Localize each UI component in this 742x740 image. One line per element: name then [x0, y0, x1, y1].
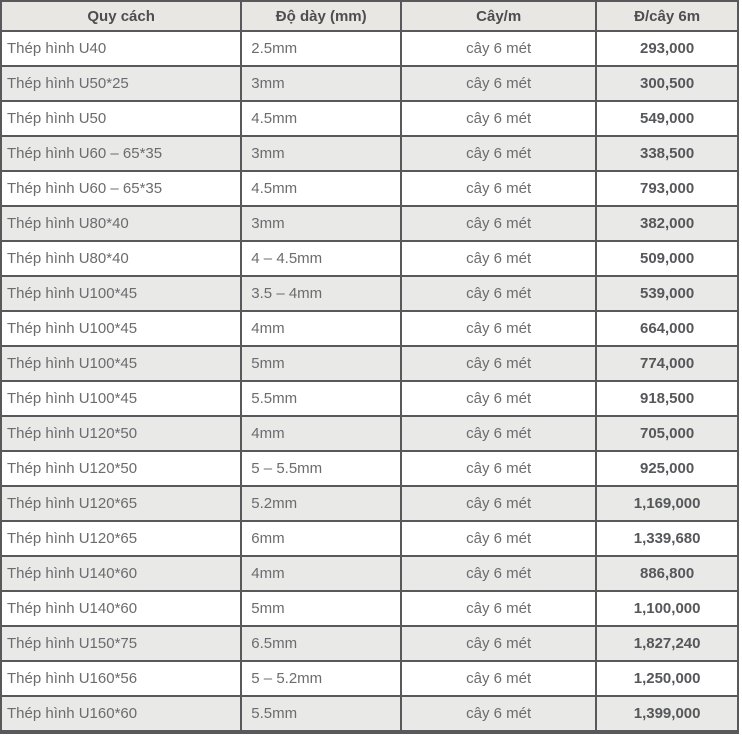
spec-cell: Thép hình U100*45	[1, 381, 241, 416]
length-cell: cây 6 mét	[401, 241, 596, 276]
spec-cell: Thép hình U120*65	[1, 521, 241, 556]
thickness-cell: 6.5mm	[241, 626, 401, 661]
thickness-cell: 3.5 – 4mm	[241, 276, 401, 311]
spec-cell: Thép hình U160*56	[1, 661, 241, 696]
length-cell: cây 6 mét	[401, 66, 596, 101]
length-cell: cây 6 mét	[401, 101, 596, 136]
thickness-cell: 2.5mm	[241, 31, 401, 66]
spec-cell: Thép hình U100*45	[1, 276, 241, 311]
thickness-cell: 3mm	[241, 206, 401, 241]
thickness-cell: 5mm	[241, 346, 401, 381]
thickness-cell: 4 – 4.5mm	[241, 241, 401, 276]
price-cell: 382,000	[596, 206, 738, 241]
price-cell: 886,800	[596, 556, 738, 591]
table-row	[1, 416, 738, 451]
price-cell: 774,000	[596, 346, 738, 381]
table-row	[1, 171, 738, 206]
table-row	[1, 381, 738, 416]
spec-cell: Thép hình U60 – 65*35	[1, 136, 241, 171]
table-row	[1, 31, 738, 66]
price-table-body	[1, 31, 738, 732]
spec-cell: Thép hình U160*60	[1, 696, 241, 732]
table-row	[1, 101, 738, 136]
length-cell: cây 6 mét	[401, 381, 596, 416]
table-header-row	[1, 1, 738, 31]
table-row	[1, 66, 738, 101]
spec-cell: Thép hình U80*40	[1, 241, 241, 276]
length-cell: cây 6 mét	[401, 661, 596, 696]
table-row	[1, 591, 738, 626]
spec-cell: Thép hình U120*50	[1, 416, 241, 451]
length-cell: cây 6 mét	[401, 556, 596, 591]
table-row	[1, 206, 738, 241]
length-cell: cây 6 mét	[401, 416, 596, 451]
table-row	[1, 486, 738, 521]
thickness-cell: 3mm	[241, 66, 401, 101]
price-cell: 1,827,240	[596, 626, 738, 661]
table-row	[1, 136, 738, 171]
price-cell: 1,250,000	[596, 661, 738, 696]
thickness-cell: 4mm	[241, 416, 401, 451]
spec-cell: Thép hình U120*50	[1, 451, 241, 486]
length-cell: cây 6 mét	[401, 171, 596, 206]
price-cell: 918,500	[596, 381, 738, 416]
spec-cell: Thép hình U100*45	[1, 346, 241, 381]
column-header-price: Đ/cây 6m	[596, 1, 738, 31]
length-cell: cây 6 mét	[401, 486, 596, 521]
spec-cell: Thép hình U120*65	[1, 486, 241, 521]
price-cell: 293,000	[596, 31, 738, 66]
thickness-cell: 5.2mm	[241, 486, 401, 521]
table-row	[1, 311, 738, 346]
length-cell: cây 6 mét	[401, 696, 596, 732]
length-cell: cây 6 mét	[401, 521, 596, 556]
length-cell: cây 6 mét	[401, 206, 596, 241]
length-cell: cây 6 mét	[401, 311, 596, 346]
price-cell: 793,000	[596, 171, 738, 206]
price-cell: 1,399,000	[596, 696, 738, 732]
price-cell: 664,000	[596, 311, 738, 346]
price-cell: 338,500	[596, 136, 738, 171]
thickness-cell: 4mm	[241, 311, 401, 346]
spec-cell: Thép hình U140*60	[1, 591, 241, 626]
price-cell: 300,500	[596, 66, 738, 101]
table-row	[1, 556, 738, 591]
price-cell: 1,100,000	[596, 591, 738, 626]
length-cell: cây 6 mét	[401, 451, 596, 486]
spec-cell: Thép hình U60 – 65*35	[1, 171, 241, 206]
thickness-cell: 6mm	[241, 521, 401, 556]
table-row	[1, 521, 738, 556]
table-row	[1, 276, 738, 311]
price-cell: 539,000	[596, 276, 738, 311]
length-cell: cây 6 mét	[401, 31, 596, 66]
table-row	[1, 346, 738, 381]
column-header-spec: Quy cách	[1, 1, 241, 31]
table-row	[1, 661, 738, 696]
thickness-cell: 5mm	[241, 591, 401, 626]
table-row	[1, 696, 738, 732]
length-cell: cây 6 mét	[401, 276, 596, 311]
thickness-cell: 5.5mm	[241, 381, 401, 416]
length-cell: cây 6 mét	[401, 136, 596, 171]
price-cell: 1,339,680	[596, 521, 738, 556]
price-cell: 509,000	[596, 241, 738, 276]
column-header-length: Cây/m	[401, 1, 596, 31]
thickness-cell: 5 – 5.2mm	[241, 661, 401, 696]
length-cell: cây 6 mét	[401, 346, 596, 381]
table-row	[1, 451, 738, 486]
price-cell: 1,169,000	[596, 486, 738, 521]
length-cell: cây 6 mét	[401, 591, 596, 626]
price-cell: 549,000	[596, 101, 738, 136]
thickness-cell: 4.5mm	[241, 171, 401, 206]
spec-cell: Thép hình U150*75	[1, 626, 241, 661]
price-cell: 925,000	[596, 451, 738, 486]
thickness-cell: 4.5mm	[241, 101, 401, 136]
column-header-thickness: Độ dày (mm)	[241, 1, 401, 31]
price-cell: 705,000	[596, 416, 738, 451]
table-row	[1, 626, 738, 661]
spec-cell: Thép hình U80*40	[1, 206, 241, 241]
spec-cell: Thép hình U100*45	[1, 311, 241, 346]
thickness-cell: 5 – 5.5mm	[241, 451, 401, 486]
spec-cell: Thép hình U50	[1, 101, 241, 136]
length-cell: cây 6 mét	[401, 626, 596, 661]
spec-cell: Thép hình U40	[1, 31, 241, 66]
table-row	[1, 241, 738, 276]
thickness-cell: 3mm	[241, 136, 401, 171]
spec-cell: Thép hình U140*60	[1, 556, 241, 591]
thickness-cell: 5.5mm	[241, 696, 401, 732]
spec-cell: Thép hình U50*25	[1, 66, 241, 101]
thickness-cell: 4mm	[241, 556, 401, 591]
